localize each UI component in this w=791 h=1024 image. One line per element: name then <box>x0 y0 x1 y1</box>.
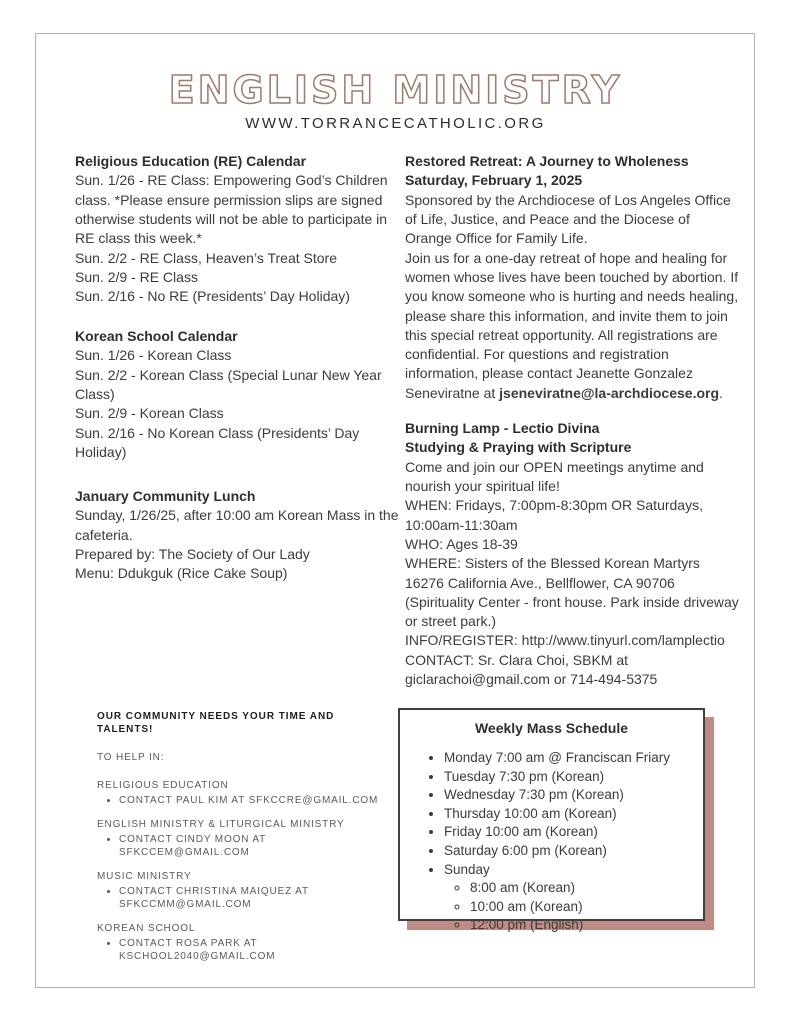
volunteer-group-religious-education <box>97 779 389 807</box>
section-heading: Burning Lamp - Lectio Divina <box>405 420 600 436</box>
volunteer-contact-list <box>97 833 389 859</box>
volunteer-group-name: KOREAN SCHOOL <box>97 923 196 934</box>
volunteer-heading: OUR COMMUNITY NEEDS YOUR TIME AND TALENTS! <box>97 711 335 735</box>
section-line: 16276 California Ave., Bellflower, CA 90706 <box>405 574 675 591</box>
retreat-paragraph-end: . <box>719 384 723 401</box>
section-line: (Spirituality Center - front house. Park inside driveway or street park.) <box>405 593 739 630</box>
volunteer-contact: • CONTACT PAUL KIM AT SFKCCRE@GMAIL.COM <box>119 794 389 807</box>
volunteer-block <box>97 710 389 974</box>
section-line: Prepared by: The Society of Our Lady <box>75 545 310 562</box>
mass-schedule-item-label: Sunday <box>444 861 490 877</box>
website-url: WWW.TORRANCECATHOLIC.ORG <box>245 115 546 132</box>
section-subheading: Studying & Praying with Scripture <box>405 439 632 456</box>
volunteer-group-name: MUSIC MINISTRY <box>97 871 192 882</box>
section-line: Sun. 2/9 - Korean Class <box>75 405 224 422</box>
section-line: Sun. 1/26 - Korean Class <box>75 347 232 364</box>
section-line: Sun. 2/2 - RE Class, Heaven’s Treat Store <box>75 249 337 266</box>
section-korean-school-calendar <box>75 327 407 462</box>
section-line <box>405 249 739 404</box>
volunteer-group-english-ministry <box>97 818 389 859</box>
mass-schedule-list <box>414 750 689 934</box>
mass-schedule-item: • Saturday 6:00 pm (Korean) <box>444 843 689 860</box>
header <box>0 68 791 132</box>
volunteer-subheading: TO HELP IN: <box>97 752 165 763</box>
mass-schedule-item: • Wednesday 7:30 pm (Korean) <box>444 787 689 804</box>
volunteer-group-name: RELIGIOUS EDUCATION <box>97 780 229 791</box>
volunteer-contact: • CONTACT ROSA PARK AT KSCHOOL2040@GMAIL.COM <box>119 937 389 963</box>
volunteer-contact-list <box>97 937 389 963</box>
section-line: WHEN: Fridays, 7:00pm-8:30pm OR Saturdays, 10:00am-11:30am <box>405 497 703 533</box>
section-heading: Religious Education (RE) Calendar <box>75 153 307 169</box>
section-line: Sun. 2/16 - No Korean Class (Presidents’ Day Holiday) <box>75 424 360 460</box>
section-heading: January Community Lunch <box>75 488 256 504</box>
volunteer-contact: • CONTACT CHRISTINA MAIQUEZ AT SFKCCMM@GMAIL.COM <box>119 885 389 911</box>
sunday-time: ◦ 12:00 pm (English) <box>470 917 689 934</box>
sunday-times-list <box>444 880 689 934</box>
mass-schedule-item: • Thursday 10:00 am (Korean) <box>444 806 689 823</box>
section-line: INFO/REGISTER: http://www.tinyurl.com/lamplectio <box>405 632 725 649</box>
mass-schedule-item: • Friday 10:00 am (Korean) <box>444 824 689 841</box>
section-restored-retreat <box>405 152 739 403</box>
section-line: Sun. 1/26 - RE Class: Empowering God’s Children class. *Please ensure permission slips are signed otherwise students will not be able to participate in RE class this week.* <box>75 172 388 247</box>
weekly-mass-schedule-box <box>398 708 705 933</box>
mass-schedule-item-sunday <box>444 862 689 934</box>
section-line: Sun. 2/9 - RE Class <box>75 268 198 285</box>
volunteer-group-korean-school <box>97 922 389 963</box>
section-line: Sponsored by the Archdiocese of Los Angeles Office of Life, Justice, and Peace and the Diocese of Orange Office for Family Life. <box>405 191 731 247</box>
section-subheading: Saturday, February 1, 2025 <box>405 172 583 189</box>
mass-schedule-item: • Monday 7:00 am @ Franciscan Friary <box>444 750 689 767</box>
volunteer-contact-list <box>97 885 389 911</box>
section-community-lunch <box>75 487 407 584</box>
mass-schedule-item: • Tuesday 7:30 pm (Korean) <box>444 769 689 786</box>
section-line: WHO: Ages 18-39 <box>405 535 518 552</box>
section-heading: Restored Retreat: A Journey to Wholeness <box>405 153 689 169</box>
page-title: ENGLISH MINISTRY <box>168 68 623 112</box>
section-line: WHERE: Sisters of the Blessed Korean Martyrs <box>405 555 700 572</box>
section-re-calendar <box>75 152 407 307</box>
volunteer-group-music-ministry <box>97 870 389 911</box>
section-line: Menu: Ddukguk (Rice Cake Soup) <box>75 565 288 582</box>
volunteer-contact-list <box>97 794 389 807</box>
volunteer-group-name: ENGLISH MINISTRY & LITURGICAL MINISTRY <box>97 819 345 830</box>
section-line: Sun. 2/16 - No RE (Presidents’ Day Holiday) <box>75 288 350 305</box>
volunteer-contact: • CONTACT CINDY MOON AT SFKCCEM@GMAIL.COM <box>119 833 389 859</box>
section-heading: Korean School Calendar <box>75 328 238 344</box>
section-line: Sunday, 1/26/25, after 10:00 am Korean Mass in the cafeteria. <box>75 507 399 543</box>
retreat-contact-email: jseneviratne@la-archdiocese.org <box>499 384 720 401</box>
section-line: Sun. 2/2 - Korean Class (Special Lunar New Year Class) <box>75 366 382 402</box>
sunday-time: ◦ 10:00 am (Korean) <box>470 899 689 916</box>
section-line: CONTACT: Sr. Clara Choi, SBKM at giclarachoi@gmail.com or 714-494-5375 <box>405 651 658 688</box>
retreat-paragraph-text: Join us for a one-day retreat of hope and healing for women whose lives have been touched by abortion. If you know someone who is hurting and needs healing, please share this information, and invite them to join this special retreat opportunity. All registrations are confidential. For questions and registration information, please contact Jeanette Gonzalez Seneviratne at <box>405 249 739 401</box>
section-line: Come and join our OPEN meetings anytime and nourish your spiritual life! <box>405 458 704 494</box>
sunday-time: ◦ 8:00 am (Korean) <box>470 880 689 897</box>
section-burning-lamp <box>405 419 739 689</box>
mass-schedule-title: Weekly Mass Schedule <box>474 720 629 736</box>
